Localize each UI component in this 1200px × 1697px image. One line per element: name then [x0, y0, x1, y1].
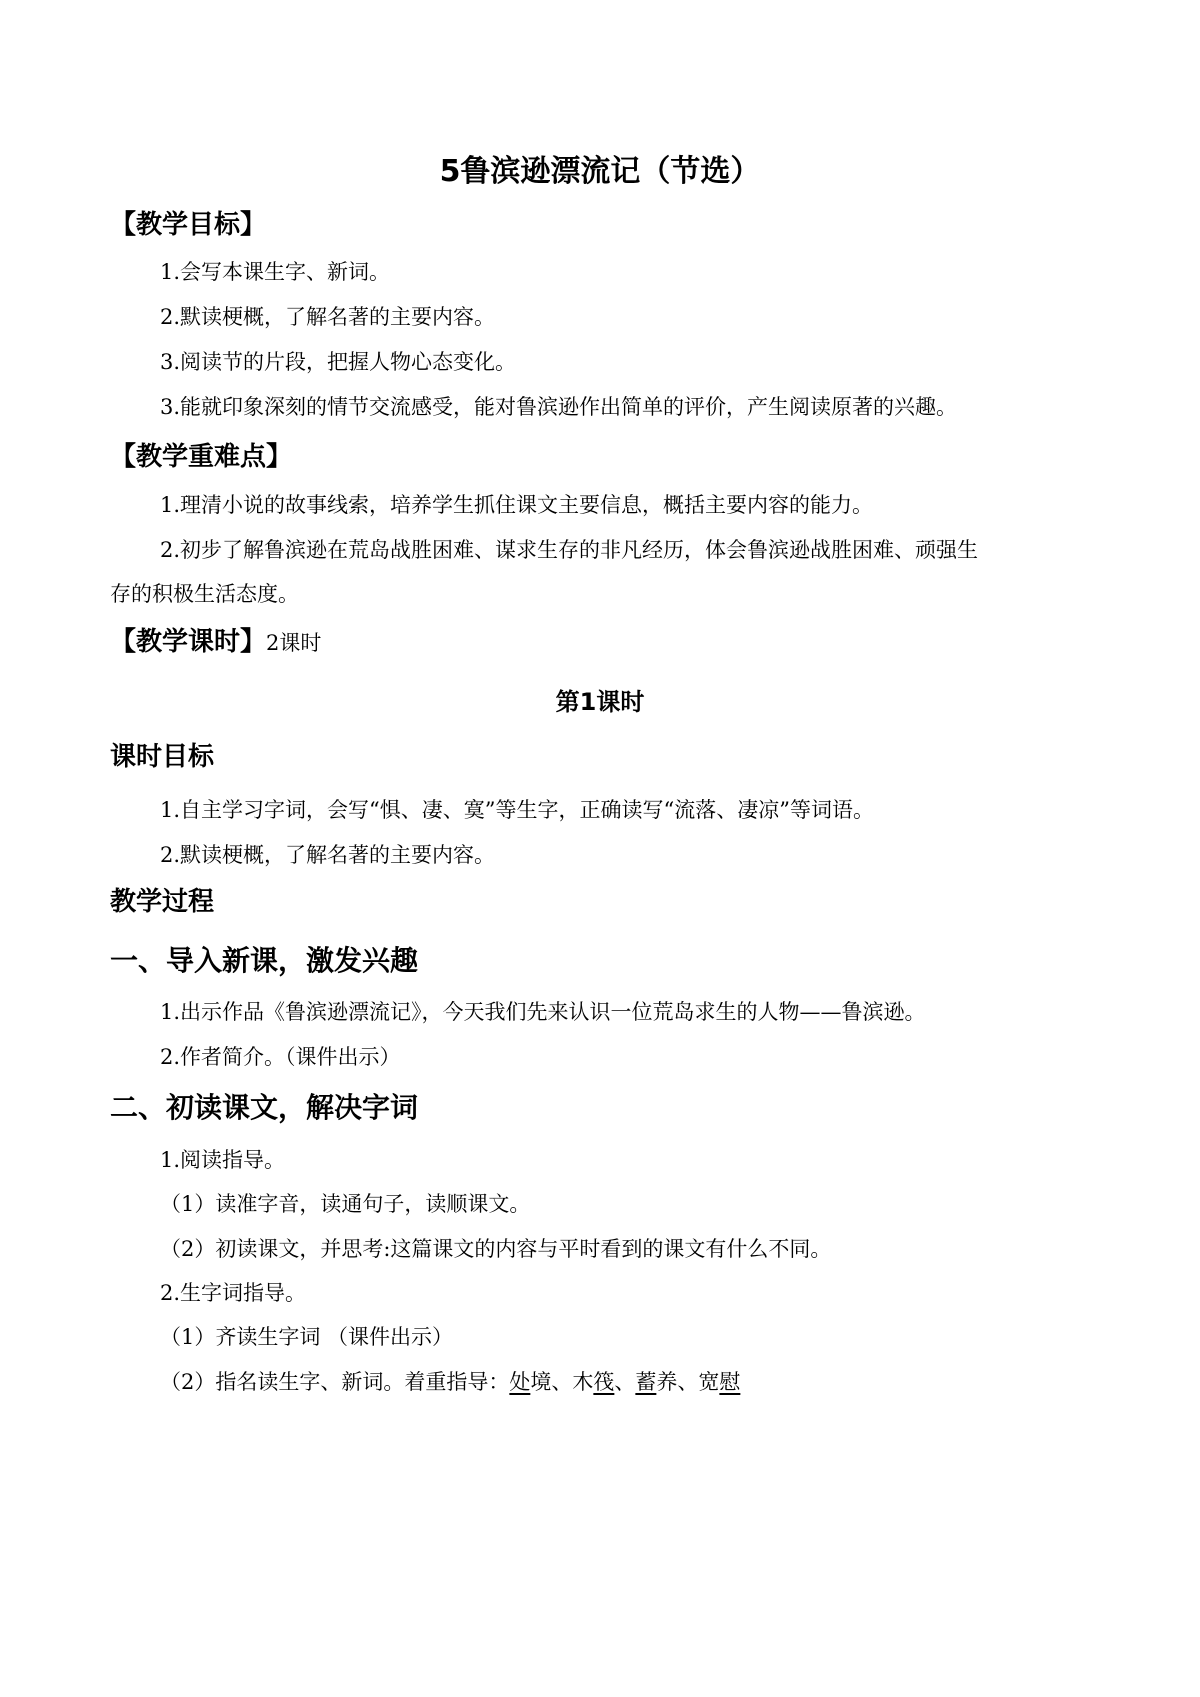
- underlined-char: 处: [509, 1370, 531, 1394]
- part-2-item: 2.生字词指导。: [160, 1281, 307, 1305]
- word-rest: 宽: [698, 1370, 720, 1394]
- objective-item: 2.默读梗概，了解名著的主要内容。: [160, 305, 496, 329]
- key-point-item: 1.理清小说的故事线索，培养学生抓住课文主要信息，概括主要内容的能力。: [160, 493, 874, 517]
- part-1-heading: 一、导入新课，激发兴趣: [110, 944, 419, 977]
- objectives-heading: 【教学目标】: [110, 210, 267, 240]
- objective-item: 3.能就印象深刻的情节交流感受，能对鲁滨逊作出简单的评价，产生阅读原著的兴趣。: [160, 395, 958, 419]
- objective-item: 3.阅读节的片段，把握人物心态变化。: [160, 350, 517, 374]
- key-points-heading: 【教学重难点】: [110, 442, 293, 472]
- lesson-1-heading: 第1课时: [555, 688, 645, 716]
- word-rest: 木: [572, 1370, 594, 1394]
- goals-heading: 课时目标: [110, 742, 215, 772]
- goal-item: 1.自主学习字词，会写“惧、凄、寞”等生字，正确读写“流落、凄凉”等词语。: [160, 798, 874, 822]
- part-2-item: 1.阅读指导。: [160, 1148, 286, 1172]
- part-2-item: （1）齐读生字词 （课件出示）: [160, 1325, 454, 1349]
- underlined-char: 筏: [593, 1370, 615, 1394]
- process-heading: 教学过程: [110, 887, 215, 917]
- part-2-heading: 二、初读课文，解决字词: [110, 1091, 419, 1124]
- key-point-item-continued: 存的积极生活态度。: [110, 582, 299, 606]
- separator: 、: [551, 1370, 573, 1394]
- key-point-item: 2.初步了解鲁滨逊在荒岛战胜困难、谋求生存的非凡经历，体会鲁滨逊战胜困难、顽强生: [160, 538, 979, 562]
- separator: 、: [614, 1370, 636, 1394]
- part-1-item: 1.出示作品《鲁滨逊漂流记》，今天我们先来认识一位荒岛求生的人物——鲁滨逊。: [160, 1000, 926, 1024]
- part-2-item: （2）初读课文，并思考:这篇课文的内容与平时看到的课文有什么不同。: [160, 1237, 832, 1261]
- word-rest: 养: [656, 1370, 678, 1394]
- goal-item: 2.默读梗概，了解名著的主要内容。: [160, 843, 496, 867]
- hours-row: [110, 625, 321, 660]
- word-rest: 境: [530, 1370, 552, 1394]
- underlined-char: 蓄: [635, 1370, 657, 1394]
- lesson-title: 5鲁滨逊漂流记（节选）: [439, 154, 761, 189]
- objective-item: 1.会写本课生字、新词。: [160, 260, 391, 284]
- words-prefix: （2）指名读生字、新词。着重指导：: [160, 1370, 510, 1394]
- part-1-item: 2.作者简介。（课件出示）: [160, 1045, 401, 1069]
- part-2-item: （1）读准字音，读通句子，读顺课文。: [160, 1192, 531, 1216]
- part-2-item-words: [160, 1367, 740, 1397]
- separator: 、: [677, 1370, 699, 1394]
- hours-heading: 【教学课时】: [110, 627, 267, 657]
- underlined-char: 慰: [719, 1370, 741, 1394]
- hours-value: 2课时: [266, 631, 322, 655]
